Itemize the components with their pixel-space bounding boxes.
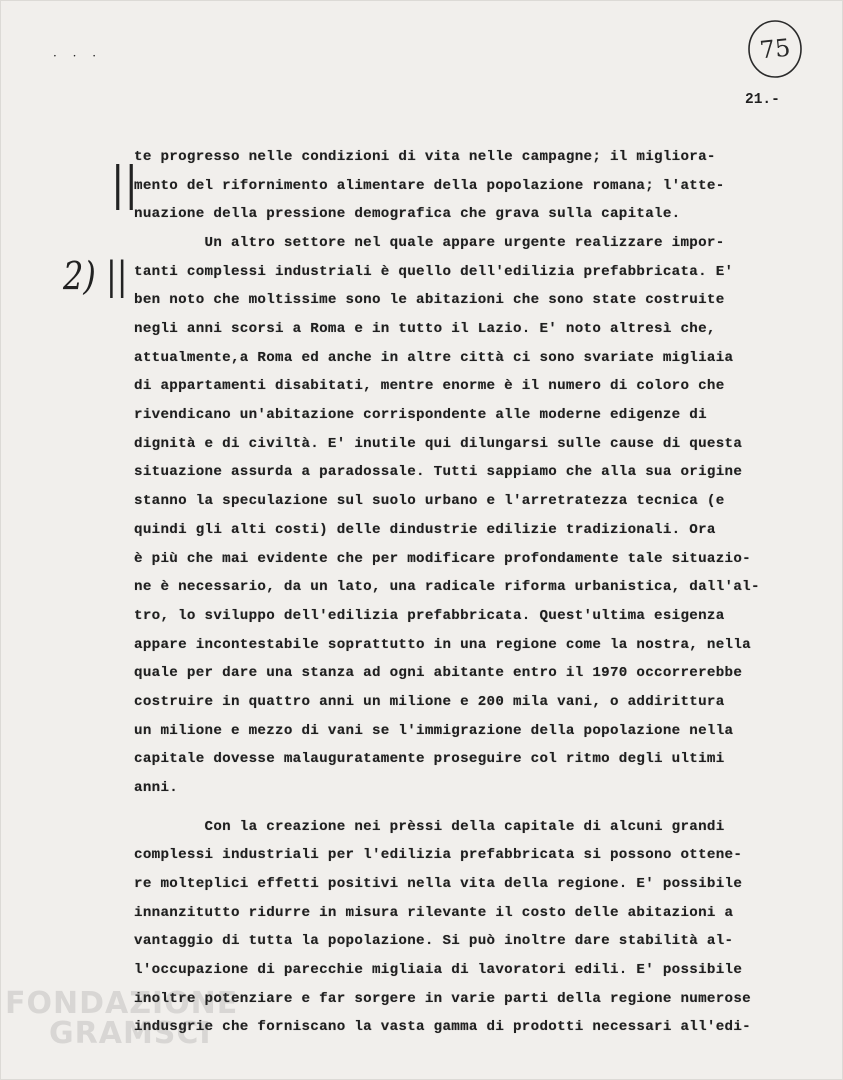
page-number: 21.- [745,92,780,108]
text-line: un milione e mezzo di vani se l'immigrazione della popolazione nella [134,723,734,739]
text-line: nuazione della pressione demografica che grava sulla capitale. [134,206,681,222]
watermark-logo [5,986,239,1051]
text-line: innanzitutto ridurre in misura rilevante il costo delle abitazioni a [134,905,734,921]
text-line: appare incontestabile soprattutto in una regione come la nostra, nella [134,637,751,653]
text-line: tanti complessi industriali è quello dell'edilizia prefabbricata. E' [134,264,734,280]
text-line: negli anni scorsi a Roma e in tutto il Lazio. E' noto altresì che, [134,321,716,337]
text-line: ben noto che moltissime sono le abitazioni che sono state costruite [134,292,725,308]
text-line: quindi gli alti costi) delle dindustrie edilizie tradizionali. Ora [134,522,716,538]
margin-mark-1: || [111,157,138,211]
text-line: l'occupazione di parecchie migliaia di lavoratori edili. E' possibile [134,962,743,978]
archive-stamp-number: 75 [758,33,792,65]
text-line: quale per dare una stanza ad ogni abitante entro il 1970 occorrerebbe [134,665,743,681]
text-line: stanno la speculazione sul suolo urbano e l'arretratezza tecnica (e [134,493,725,509]
watermark-line-2: GRAMSCI [49,1016,212,1051]
text-line: tro, lo sviluppo dell'edilizia prefabbricata. Quest'ultima esigenza [134,608,725,624]
watermark-line-1: FONDAZIONE [5,986,239,1021]
ink-specks: · · · [53,49,103,63]
text-line: inoltre potenziare e far sorgere in varie parti della regione numerose [134,991,751,1007]
text-line: indusgrie che forniscano la vasta gamma di prodotti necessari all'edi- [134,1019,751,1035]
text-line: attualmente,a Roma ed anche in altre città ci sono svariate migliaia [134,350,734,366]
text-line: rivendicano un'abitazione corrispondente alle moderne edigenze di [134,407,707,423]
text-line: ne è necessario, da un lato, una radicale riforma urbanistica, dall'al- [134,579,760,595]
text-line: mento del rifornimento alimentare della popolazione romana; l'atte- [134,178,725,194]
text-line: re molteplici effetti positivi nella vita della regione. E' possibile [134,876,743,892]
text-line: Un altro settore nel quale appare urgente realizzare impor- [134,235,725,251]
text-line: complessi industriali per l'edilizia prefabbricata si possono ottene- [134,847,743,863]
text-line: di appartamenti disabitati, mentre enorme è il numero di coloro che [134,378,725,394]
text-line: dignità e di civiltà. E' inutile qui dilungarsi sulle cause di questa [134,436,743,452]
text-line: è più che mai evidente che per modificare profondamente tale situazio- [134,551,751,567]
text-line: vantaggio di tutta la popolazione. Si può inoltre dare stabilità al- [134,933,734,949]
text-line: capitale dovesse malauguratamente proseguire col ritmo degli ultimi [134,751,725,767]
margin-mark-2: 2) || [63,253,128,299]
text-line: te progresso nelle condizioni di vita nelle campagne; il migliora- [134,149,716,165]
text-line: Con la creazione nei prèssi della capitale di alcuni grandi [134,819,725,835]
text-line: costruire in quattro anni un milione e 200 mila vani, o addirittura [134,694,725,710]
text-line: anni. [134,780,179,796]
text-line: situazione assurda a paradossale. Tutti sappiamo che alla sua origine [134,464,743,480]
